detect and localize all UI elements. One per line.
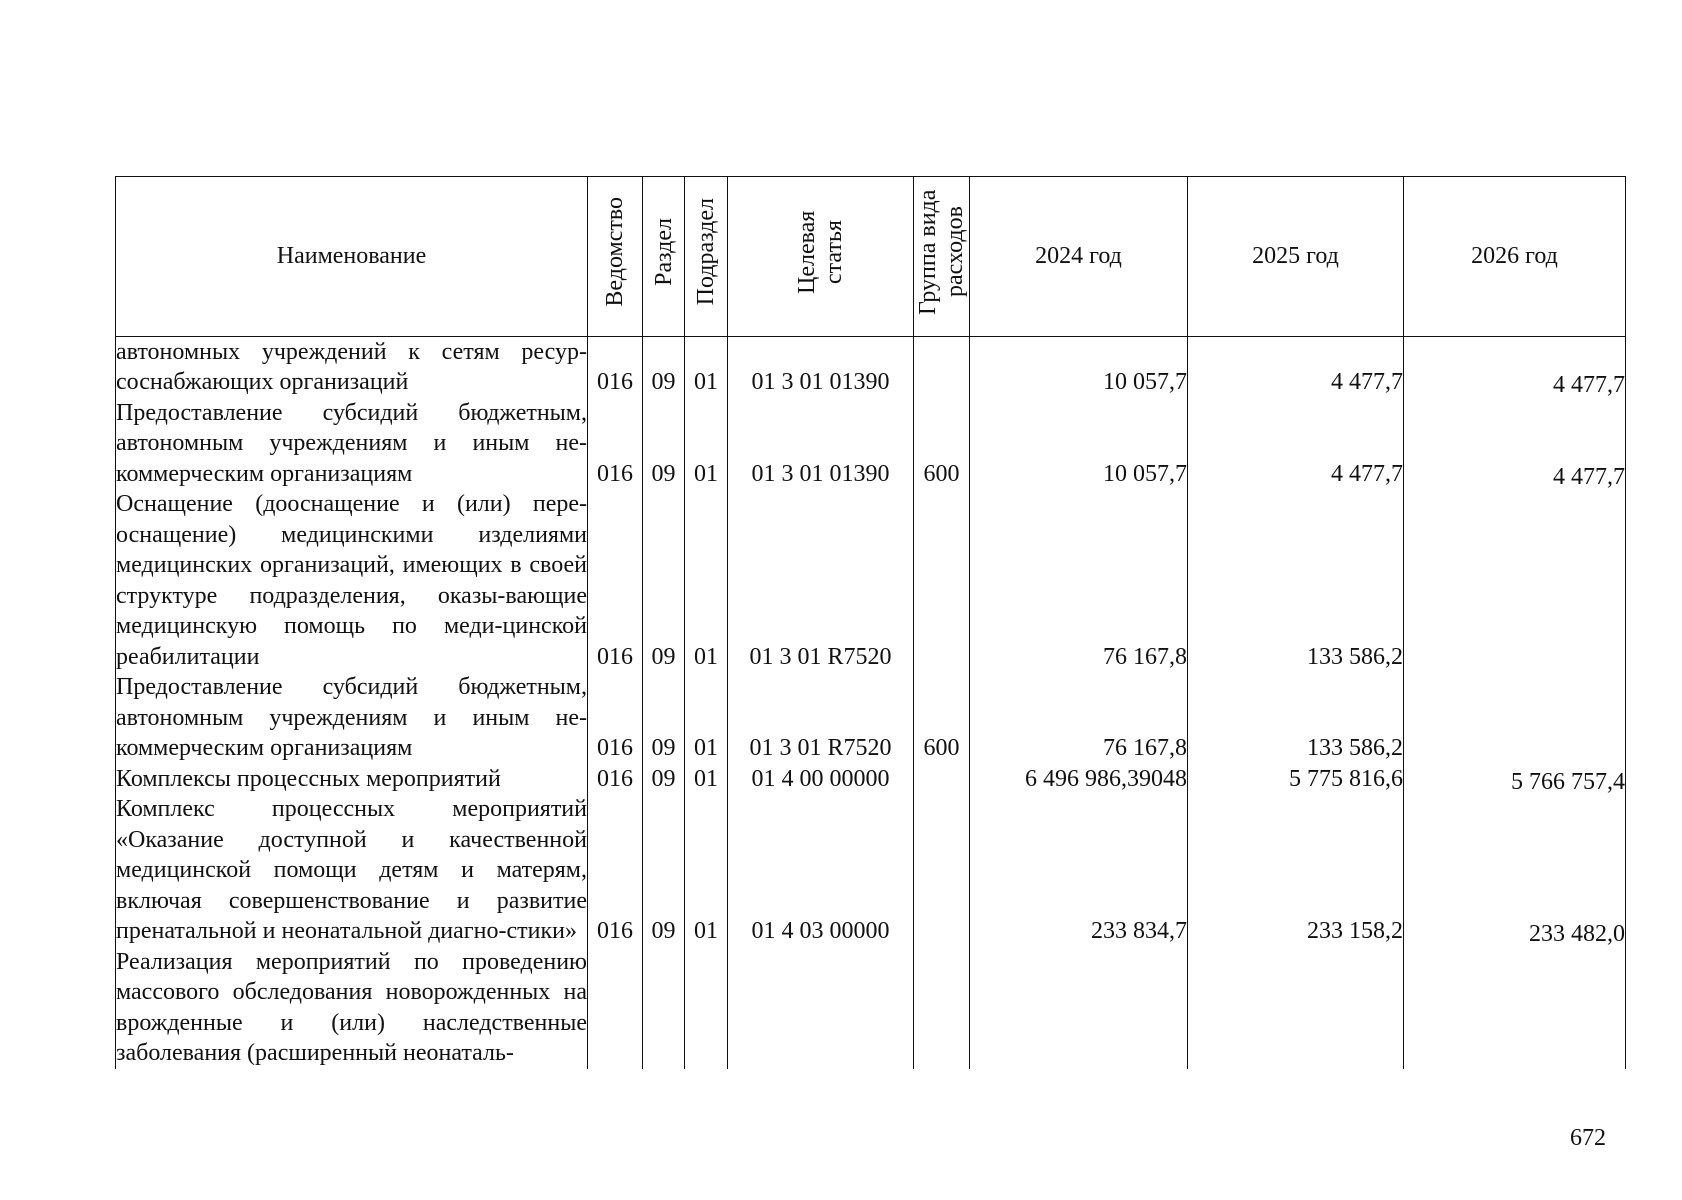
row-2025: 4 477,7: [1188, 398, 1404, 490]
header-2025: [1188, 177, 1404, 337]
row-2025: [1188, 947, 1404, 1069]
row-name: Предоставление субсидий бюджетным, автономным учреждениям и иным не-коммерческим организациям: [116, 398, 588, 490]
row-2025: 5 775 816,6: [1188, 764, 1404, 795]
row-vedomstvo: 016: [588, 672, 643, 764]
row-gruppa: [914, 336, 970, 398]
row-podrazdel: 01: [685, 336, 728, 398]
header-2026-label: 2026 год: [1471, 243, 1558, 269]
header-2025-label: 2025 год: [1252, 243, 1339, 269]
header-name: [116, 177, 588, 337]
row-celevaya: 01 4 03 00000: [728, 794, 914, 947]
table-row: [116, 794, 1626, 947]
row-vedomstvo: 016: [588, 764, 643, 795]
row-vedomstvo: 016: [588, 336, 643, 398]
row-2026: 5 766 757,4: [1511, 768, 1625, 795]
page-number: 672: [1570, 1125, 1606, 1151]
row-2026-cell: [1404, 947, 1626, 1069]
row-razdel: 09: [643, 489, 685, 672]
header-gruppa-label: Группа вида расходов: [914, 189, 968, 315]
row-gruppa: [914, 947, 970, 1069]
row-celevaya: [728, 947, 914, 1069]
row-celevaya: 01 3 01 R7520: [728, 489, 914, 672]
header-vedomstvo-label: Ведомство: [602, 197, 628, 307]
header-razdel-label: Раздел: [650, 218, 677, 286]
row-2024: 233 834,7: [970, 794, 1188, 947]
row-razdel: 09: [643, 794, 685, 947]
row-2024: 10 057,7: [970, 336, 1188, 398]
row-2025: 4 477,7: [1188, 336, 1404, 398]
header-name-label: Наименование: [276, 243, 427, 269]
row-podrazdel: 01: [685, 398, 728, 490]
row-name: Комплекс процессных мероприятий «Оказание доступной и качественной медицинской помощи детям и матерям, включая совершенствование и развитие пренатальной и неонатальной диагно-стики»: [116, 794, 588, 947]
header-vedomstvo: [588, 177, 643, 337]
row-gruppa: [914, 764, 970, 795]
row-celevaya: 01 4 00 00000: [728, 764, 914, 795]
row-name: Предоставление субсидий бюджетным, автономным учреждениям и иным не-коммерческим организациям: [116, 672, 588, 764]
row-vedomstvo: [588, 947, 643, 1069]
table-row: [116, 489, 1626, 672]
header-gruppa: [914, 177, 970, 337]
table-header-row: [116, 177, 1626, 337]
row-2024: 76 167,8: [970, 672, 1188, 764]
row-podrazdel: 01: [685, 489, 728, 672]
row-2026: 233 482,0: [1529, 921, 1625, 947]
header-celevaya-label: Целевая статья: [793, 210, 847, 294]
row-2025: 133 586,2: [1188, 672, 1404, 764]
header-2026: [1404, 177, 1626, 337]
header-2024-label: 2024 год: [1035, 243, 1122, 269]
row-celevaya: 01 3 01 R7520: [728, 672, 914, 764]
row-2025: 233 158,2: [1188, 794, 1404, 947]
row-2026: 4 477,7: [1553, 463, 1625, 490]
row-2024: [970, 947, 1188, 1069]
row-name: Оснащение (дооснащение и (или) пере-оснащение) медицинскими изделиями медицинских организаций, имеющих в своей структуре подразделения, оказы-вающие медицинскую помощь по меди-цинской реабилитации: [116, 489, 588, 672]
row-2026-cell: [1404, 794, 1626, 947]
row-vedomstvo: 016: [588, 489, 643, 672]
row-2024: 6 496 986,39048: [970, 764, 1188, 795]
header-celevaya: [728, 177, 914, 337]
row-podrazdel: 01: [685, 764, 728, 795]
row-podrazdel: [685, 947, 728, 1069]
row-2026-cell: [1404, 398, 1626, 490]
table-row: [116, 947, 1626, 1069]
row-2024: 76 167,8: [970, 489, 1188, 672]
header-podrazdel: [685, 177, 728, 337]
row-razdel: 09: [643, 764, 685, 795]
row-razdel: 09: [643, 672, 685, 764]
row-celevaya: 01 3 01 01390: [728, 398, 914, 490]
row-gruppa: 600: [914, 398, 970, 490]
row-razdel: 09: [643, 336, 685, 398]
header-2024: [970, 177, 1188, 337]
row-gruppa: [914, 489, 970, 672]
table-row: [116, 336, 1626, 398]
row-name: Реализация мероприятий по проведению массового обследования новорожденных на врожденные и (или) наследственные заболевания (расширенный неонаталь-: [116, 947, 588, 1069]
row-2026-cell: [1404, 672, 1626, 764]
row-razdel: 09: [643, 398, 685, 490]
row-vedomstvo: 016: [588, 794, 643, 947]
header-razdel: [643, 177, 685, 337]
row-name: автономных учреждений к сетям ресур-соснабжающих организаций: [116, 336, 588, 398]
table-row: [116, 672, 1626, 764]
table-row: [116, 398, 1626, 490]
row-podrazdel: 01: [685, 672, 728, 764]
row-celevaya: 01 3 01 01390: [728, 336, 914, 398]
row-vedomstvo: 016: [588, 398, 643, 490]
row-razdel: [643, 947, 685, 1069]
row-2026: 4 477,7: [1553, 372, 1625, 398]
row-2026-cell: [1404, 489, 1626, 672]
row-name: Комплексы процессных мероприятий: [116, 764, 588, 795]
row-gruppa: 600: [914, 672, 970, 764]
row-gruppa: [914, 794, 970, 947]
row-2024: 10 057,7: [970, 398, 1188, 490]
budget-table: [115, 176, 1626, 1069]
row-2026-cell: [1404, 764, 1626, 795]
row-2025: 133 586,2: [1188, 489, 1404, 672]
row-podrazdel: 01: [685, 794, 728, 947]
header-podrazdel-label: Подраздел: [693, 198, 719, 306]
table-row: [116, 764, 1626, 795]
row-2026-cell: [1404, 336, 1626, 398]
